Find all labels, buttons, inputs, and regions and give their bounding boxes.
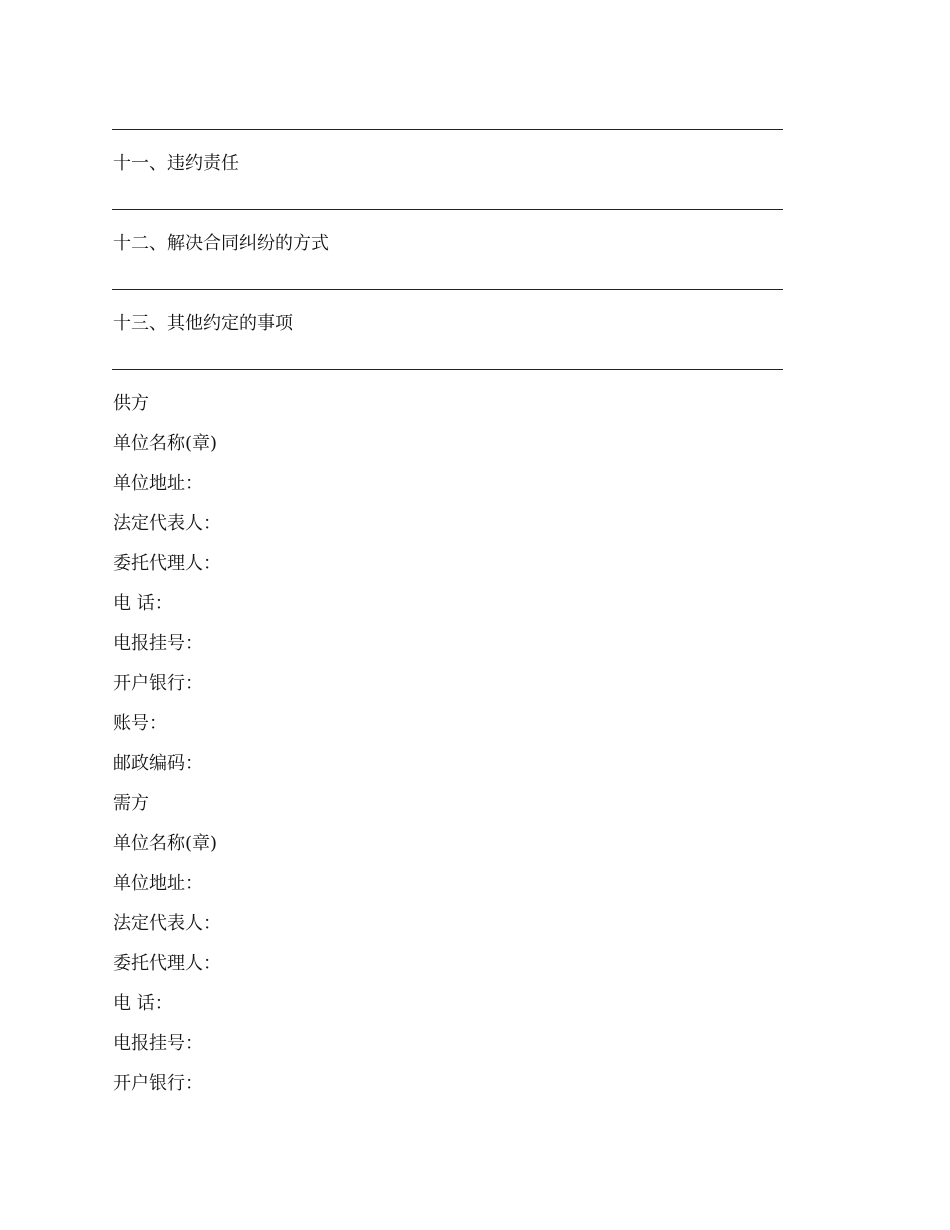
supplier-bank-label: 开户银行： [113, 673, 203, 694]
buyer-bank-label: 开户银行： [113, 1073, 203, 1094]
blank-line [112, 209, 783, 210]
supplier-phone-label: 电 话： [113, 593, 173, 614]
section-heading-dispute-resolution: 十二、解决合同纠纷的方式 [113, 233, 329, 254]
buyer-legal-rep-label: 法定代表人： [113, 913, 221, 934]
buyer-telegraph-label: 电报挂号： [113, 1033, 203, 1054]
section-heading-breach-liability: 十一、违约责任 [113, 153, 239, 174]
section-heading-other-matters: 十三、其他约定的事项 [113, 313, 293, 334]
supplier-company-name-label: 单位名称(章) [113, 433, 218, 454]
buyer-agent-label: 委托代理人： [113, 953, 221, 974]
supplier-address-label: 单位地址： [113, 473, 203, 494]
blank-line [112, 289, 783, 290]
supplier-postcode-label: 邮政编码： [113, 753, 203, 774]
buyer-phone-label: 电 话： [113, 993, 173, 1014]
buyer-address-label: 单位地址： [113, 873, 203, 894]
blank-line [112, 369, 783, 370]
supplier-telegraph-label: 电报挂号： [113, 633, 203, 654]
supplier-agent-label: 委托代理人： [113, 553, 221, 574]
blank-line [112, 129, 783, 130]
supplier-heading: 供方 [113, 393, 149, 414]
supplier-account-label: 账号： [113, 713, 167, 734]
supplier-legal-rep-label: 法定代表人： [113, 513, 221, 534]
buyer-heading: 需方 [113, 793, 149, 814]
buyer-company-name-label: 单位名称(章) [113, 833, 218, 854]
